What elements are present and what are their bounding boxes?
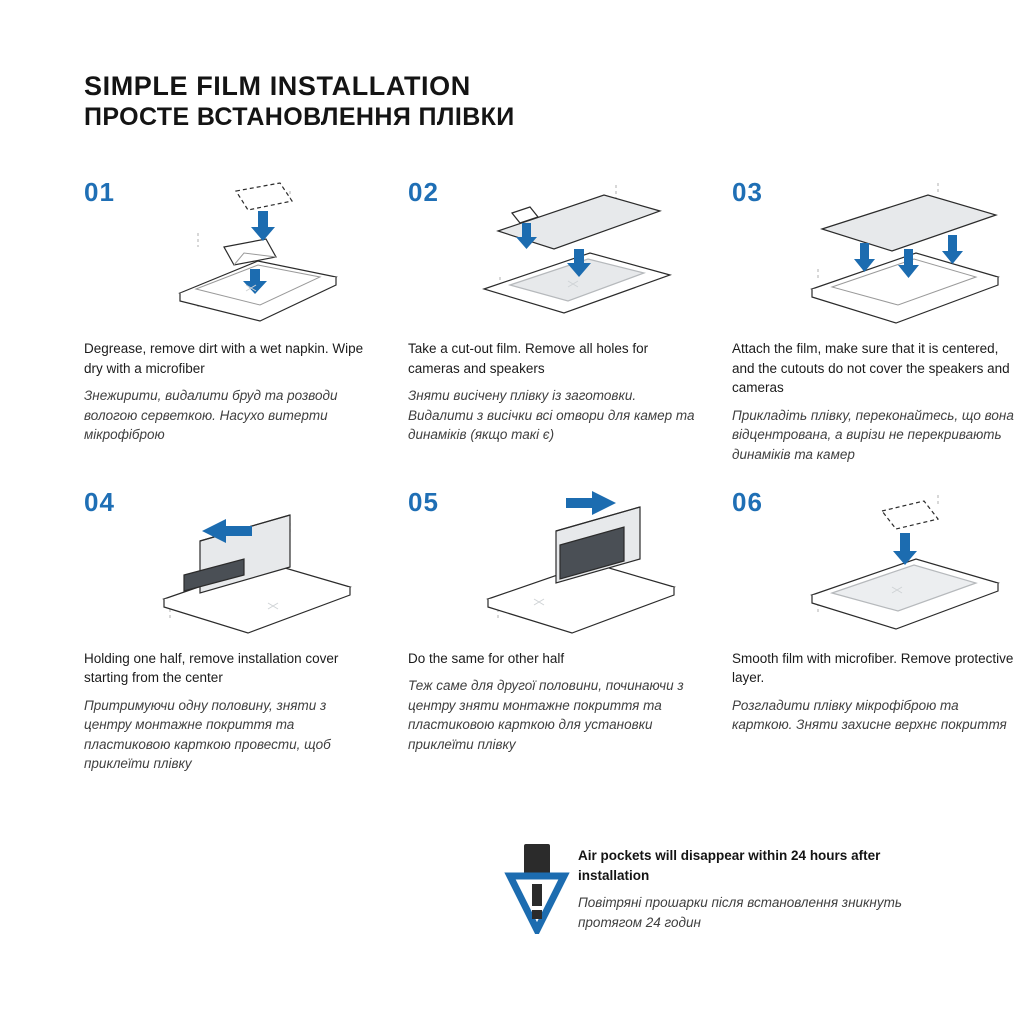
step-04-number: 04 <box>84 486 115 517</box>
page-title-uk: ПРОСТЕ ВСТАНОВЛЕННЯ ПЛІВКИ <box>84 102 515 131</box>
step-03-illustration-row <box>732 173 1024 339</box>
step-04-artwork <box>140 483 380 649</box>
steps-grid <box>84 173 1014 774</box>
step-06 <box>732 483 1024 774</box>
footer-text-uk: Повітряні прошарки після встановлення зникнуть протягом 24 годин <box>578 895 902 930</box>
header <box>84 72 940 131</box>
step-06-number: 06 <box>732 486 763 517</box>
step-03-artwork <box>788 173 1024 339</box>
step-04-text-en: Holding one half, remove installation cover starting from the center <box>84 650 339 686</box>
step-05-text <box>408 649 704 755</box>
footer-text-en: Air pockets will disappear within 24 hours after installation <box>578 848 881 883</box>
step-06-illustration-row <box>732 483 1024 649</box>
page-title-en: SIMPLE FILM INSTALLATION <box>84 71 471 101</box>
step-02-text-en: Take a cut-out film. Remove all holes for cameras and speakers <box>408 341 649 376</box>
step-04 <box>84 483 380 774</box>
peel-half-right-illustration <box>464 483 704 649</box>
step-02-artwork <box>464 173 704 339</box>
phone-with-napkin-illustration <box>140 173 380 339</box>
film-onto-phone-illustration <box>788 173 1024 339</box>
smooth-with-microfiber-illustration <box>788 483 1024 649</box>
step-03-text <box>732 339 1024 464</box>
peel-half-left-illustration <box>140 483 380 649</box>
step-02-illustration-row <box>408 173 704 339</box>
step-01-number: 01 <box>84 177 115 208</box>
step-05-artwork <box>464 483 704 649</box>
step-05-illustration-row <box>408 483 704 649</box>
footer-note <box>84 838 940 939</box>
step-03 <box>732 173 1024 464</box>
step-02-text <box>408 339 704 445</box>
step-02 <box>408 173 704 464</box>
step-06-text <box>732 649 1024 735</box>
step-06-text-uk: Розгладити плівку мікрофіброю та карткою. Зняти захисне верхнє покриття <box>732 697 1007 733</box>
step-05 <box>408 483 704 774</box>
step-03-text-en: Attach the film, make sure that it is centered, and the cutouts do not cover the speakers and cameras <box>732 341 1010 396</box>
step-02-text-uk: Зняти висічену плівку із заготовки. Видалити з висічки всі отвори для камер та динаміків (якщо такі є) <box>408 388 695 443</box>
step-04-text-uk: Притримуючи одну половину, зняти з центру монтажне покриття та пластиковою карткою провести, щоб приклеїти плівку <box>84 697 331 772</box>
step-01 <box>84 173 380 464</box>
step-04-text <box>84 649 380 774</box>
step-06-artwork <box>788 483 1024 649</box>
step-01-text-uk: Знежирити, видалити бруд та розводи вологою серветкою. Насухо витерти мікрофіброю <box>84 388 338 443</box>
footer-text <box>578 838 940 932</box>
step-05-text-en: Do the same for other half <box>408 650 565 666</box>
step-05-text-uk: Теж саме для другої половини, починаючи з центру зняти монтажне покриття та пластиковою карткою для установки приклеїти плівку <box>408 678 684 752</box>
step-05-number: 05 <box>408 486 439 517</box>
step-01-text <box>84 339 380 445</box>
step-03-text-uk: Прикладіть плівку, переконайтесь, що вона відцентрована, а вирізи не перекривають динаміків та камер <box>732 407 1014 462</box>
step-01-illustration-row <box>84 173 380 339</box>
step-02-number: 02 <box>408 177 439 208</box>
step-03-number: 03 <box>732 177 763 208</box>
step-04-illustration-row <box>84 483 380 649</box>
step-01-text-en: Degrease, remove dirt with a wet napkin. Wipe dry with a microfiber <box>84 341 364 376</box>
step-06-text-en: Smooth film with microfiber. Remove protective layer. <box>732 650 1014 686</box>
cut-out-film-layers-illustration <box>464 173 704 339</box>
warning-exclamation-icon <box>504 838 578 939</box>
step-01-artwork <box>140 173 380 339</box>
